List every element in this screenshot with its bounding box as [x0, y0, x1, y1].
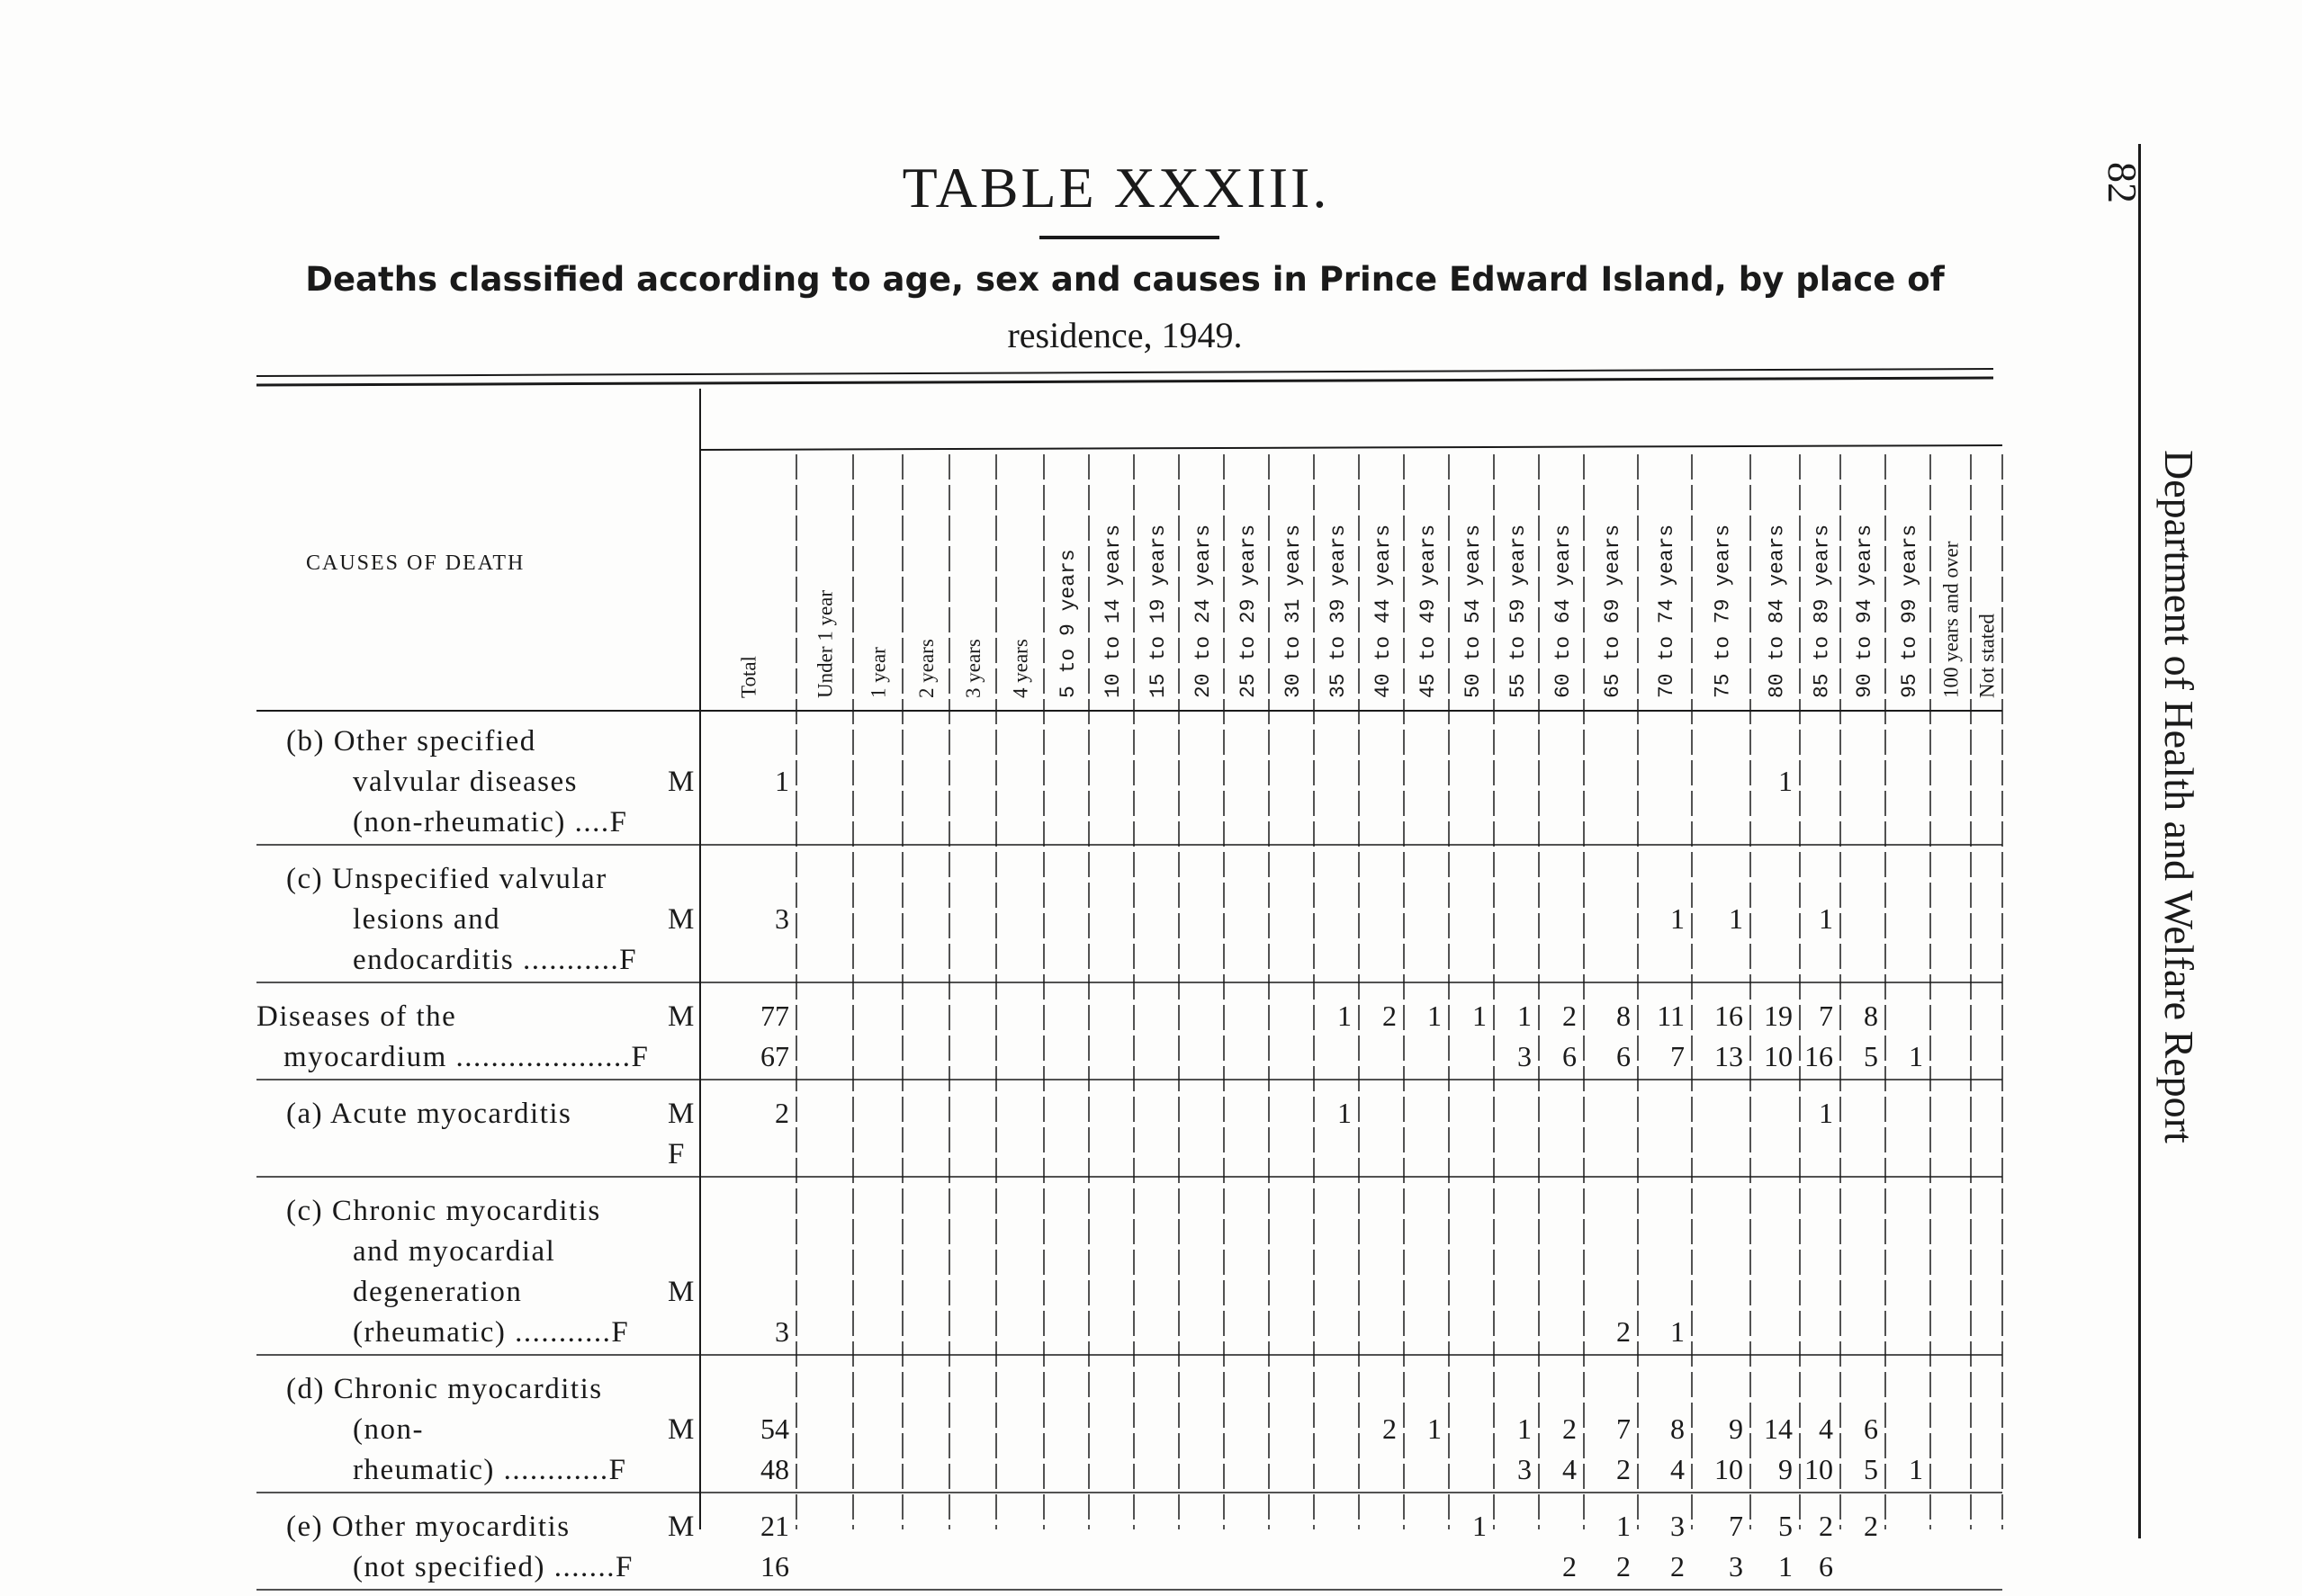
- cause-label: F: [668, 1138, 685, 1170]
- column-header: 55 to 59 years: [1506, 524, 1530, 698]
- column-header: 35 to 39 years: [1326, 524, 1350, 698]
- column-header: 1 year: [867, 647, 890, 698]
- table-cell: 9: [1778, 1453, 1793, 1485]
- table-cell: 19: [1764, 1000, 1793, 1032]
- column-header: Not stated: [1975, 614, 1999, 698]
- column-header: 45 to 49 years: [1416, 524, 1440, 698]
- table-cell: 1: [1616, 1510, 1631, 1542]
- table-cell: 7: [1616, 1412, 1631, 1445]
- column-header: 50 to 54 years: [1461, 524, 1485, 698]
- column-header: 100 years and over: [1939, 541, 1963, 698]
- table-cell: 4: [1670, 1453, 1685, 1485]
- table-cell: 14: [1764, 1412, 1793, 1445]
- column-header: 85 to 89 years: [1810, 524, 1834, 698]
- table-cell: 16: [1714, 1000, 1743, 1032]
- column-header: 30 to 31 years: [1281, 524, 1305, 698]
- cause-label: (not specified) .......F: [353, 1551, 634, 1583]
- table-cell: 1: [1670, 1315, 1685, 1348]
- column-header: 3 years: [962, 639, 985, 698]
- table-cell: 2: [1382, 1000, 1397, 1032]
- table-cell: 67: [760, 1040, 789, 1072]
- column-header: 90 to 94 years: [1853, 524, 1876, 698]
- column-header: 40 to 44 years: [1371, 524, 1395, 698]
- table-cell: 1: [1819, 1097, 1833, 1129]
- sex-label: M: [668, 1413, 695, 1446]
- table-cell: 1: [1729, 902, 1743, 935]
- table-cell: 2: [1864, 1510, 1878, 1542]
- table-cell: 6: [1819, 1550, 1833, 1583]
- column-header: 2 years: [915, 639, 938, 698]
- table-cell: 5: [1778, 1510, 1793, 1542]
- cause-label: Diseases of the: [256, 1000, 457, 1033]
- column-header: 5 to 9 years: [1057, 549, 1080, 698]
- table-cell: 6: [1864, 1412, 1878, 1445]
- cause-label: (non-: [353, 1413, 424, 1446]
- table-cell: 2: [1616, 1550, 1631, 1583]
- column-header: 65 to 69 years: [1601, 524, 1624, 698]
- cause-label: (c) Unspecified valvular: [286, 863, 607, 895]
- column-header: 70 to 74 years: [1655, 524, 1678, 698]
- column-header: 75 to 79 years: [1711, 524, 1735, 698]
- table-cell: 2: [1562, 1412, 1577, 1445]
- cause-label: degeneration: [353, 1276, 523, 1308]
- cause-label: myocardium ....................F: [283, 1041, 650, 1073]
- top-rule: [256, 378, 1993, 385]
- table-cell: 1: [1909, 1453, 1923, 1485]
- table-cell: 2: [1616, 1453, 1631, 1485]
- table-cell: 54: [760, 1412, 789, 1445]
- sex-label: M: [668, 1276, 695, 1308]
- page-number: 82: [2100, 162, 2145, 203]
- table-cell: 1: [1778, 765, 1793, 797]
- table-cell: 1: [1472, 1000, 1487, 1032]
- table-cell: 3: [775, 902, 789, 935]
- table-cell: 77: [760, 1000, 789, 1032]
- table-cell: 5: [1864, 1040, 1878, 1072]
- table-cell: 6: [1562, 1040, 1577, 1072]
- cause-label: and myocardial: [353, 1235, 556, 1268]
- table-cell: 1: [1472, 1510, 1487, 1542]
- table-cell: 16: [760, 1550, 789, 1583]
- header-rule: [700, 445, 2002, 450]
- table-cell: 13: [1714, 1040, 1743, 1072]
- column-header: 4 years: [1009, 639, 1032, 698]
- column-header: 10 to 14 years: [1102, 524, 1125, 698]
- sex-label: M: [668, 1098, 695, 1130]
- cause-label: endocarditis ...........F: [353, 944, 638, 976]
- table-cell: 3: [1517, 1453, 1532, 1485]
- table-cell: 1: [1517, 1000, 1532, 1032]
- table-cell: 10: [1714, 1453, 1743, 1485]
- cause-label: (c) Chronic myocarditis: [286, 1195, 601, 1227]
- subtitle-line-2: residence, 1949.: [1007, 315, 1243, 355]
- top-rule: [256, 369, 1993, 376]
- table-cell: 8: [1616, 1000, 1631, 1032]
- table-cell: 1: [1517, 1412, 1532, 1445]
- cause-label: valvular diseases: [353, 766, 579, 798]
- subtitle-line-1: Deaths classified according to age, sex and causes in Prince Edward Island, by place of: [305, 260, 1945, 299]
- sex-label: M: [668, 766, 695, 798]
- table-cell: 11: [1657, 1000, 1685, 1032]
- table-cell: 1: [775, 765, 789, 797]
- table-cell: 4: [1562, 1453, 1577, 1485]
- column-header: 15 to 19 years: [1147, 524, 1170, 698]
- column-header: Under 1 year: [814, 589, 837, 698]
- table-cell: 1: [1819, 902, 1833, 935]
- sex-label: M: [668, 903, 695, 936]
- table-cell: 21: [760, 1510, 789, 1542]
- table-cell: 1: [1337, 1000, 1352, 1032]
- table-cell: 2: [1819, 1510, 1833, 1542]
- table-cell: 48: [760, 1453, 789, 1485]
- table-cell: 7: [1729, 1510, 1743, 1542]
- table-cell: 1: [1909, 1040, 1923, 1072]
- table-cell: 4: [1819, 1412, 1833, 1445]
- column-header: Total: [737, 656, 760, 698]
- cause-label: (b) Other specified: [286, 725, 536, 758]
- table-cell: 2: [1562, 1000, 1577, 1032]
- table-cell: 8: [1864, 1000, 1878, 1032]
- table-cell: 1: [1337, 1097, 1352, 1129]
- table-cell: 1: [1778, 1550, 1793, 1583]
- table-cell: 1: [1427, 1412, 1442, 1445]
- table-cell: 16: [1804, 1040, 1833, 1072]
- table-cell: 1: [1670, 902, 1685, 935]
- column-header: 95 to 99 years: [1898, 524, 1921, 698]
- table-cell: 7: [1670, 1040, 1685, 1072]
- table-cell: 10: [1764, 1040, 1793, 1072]
- table-cell: 2: [1616, 1315, 1631, 1348]
- table-cell: 6: [1616, 1040, 1631, 1072]
- cause-label: (e) Other myocarditis: [286, 1511, 571, 1543]
- table-cell: 9: [1729, 1412, 1743, 1445]
- table-cell: 8: [1670, 1412, 1685, 1445]
- table-cell: 3: [1729, 1550, 1743, 1583]
- column-header: 20 to 24 years: [1191, 524, 1215, 698]
- cause-label: rheumatic) ............F: [353, 1454, 627, 1486]
- table-cell: 2: [775, 1097, 789, 1129]
- table-cell: 1: [1427, 1000, 1442, 1032]
- table-cell: 10: [1804, 1453, 1833, 1485]
- cause-label: (d) Chronic myocarditis: [286, 1373, 603, 1405]
- table-cell: 7: [1819, 1000, 1833, 1032]
- table-cell: 3: [775, 1315, 789, 1348]
- running-title: Department of Health and Welfare Report: [2156, 450, 2202, 1143]
- table-cell: 3: [1517, 1040, 1532, 1072]
- table-title: TABLE XXXIII.: [902, 156, 1330, 220]
- causes-of-death-header: CAUSES OF DEATH: [306, 551, 526, 575]
- sex-label: M: [668, 1000, 695, 1033]
- column-header: 80 to 84 years: [1765, 524, 1789, 698]
- column-header: 25 to 29 years: [1236, 524, 1260, 698]
- table-cell: 2: [1562, 1550, 1577, 1583]
- table-cell: 2: [1382, 1412, 1397, 1445]
- column-header: 60 to 64 years: [1551, 524, 1575, 698]
- cause-label: (rheumatic) ...........F: [353, 1316, 630, 1349]
- table-cell: 3: [1670, 1510, 1685, 1542]
- sex-label: M: [668, 1511, 695, 1543]
- table-cell: 2: [1670, 1550, 1685, 1583]
- cause-label: lesions and: [353, 903, 501, 936]
- cause-label: (non-rheumatic) ....F: [353, 806, 628, 838]
- table-cell: 5: [1864, 1453, 1878, 1485]
- cause-label: (a) Acute myocarditis: [286, 1098, 572, 1130]
